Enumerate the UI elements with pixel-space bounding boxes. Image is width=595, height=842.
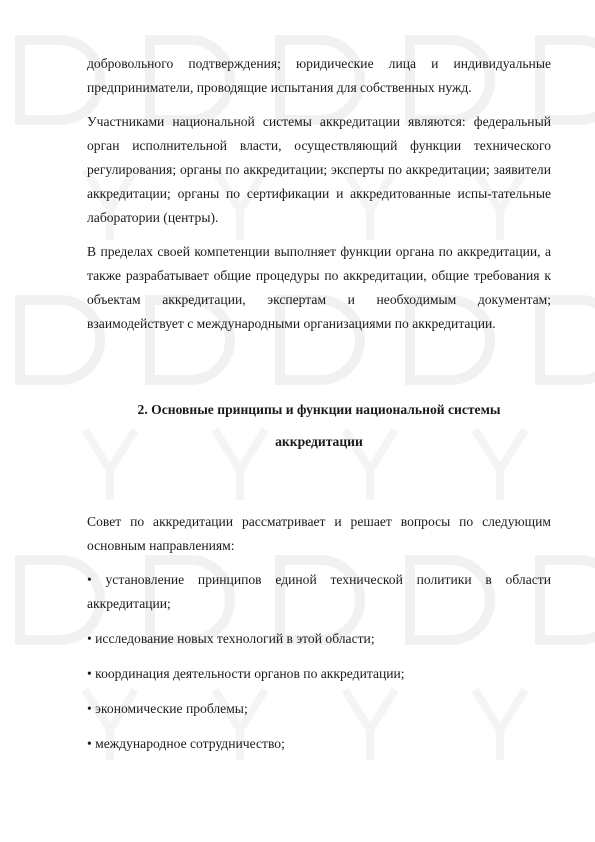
directions-list (87, 568, 551, 756)
paragraph-3: В пределах своей компетенции выполняет функции органа по аккредитации, а также разрабатывает общие процедуры по аккредитации, общие требования к объектам аккредитации, экспертам и необходимым документам; взаимодействует с международными организациями по аккредитации. (87, 244, 551, 331)
paragraph-1: добровольного подтверждения; юридические лица и индивидуальные предприниматели, проводящие испытания для собственных нужд. (87, 56, 551, 95)
list-item: • исследование новых технологий в этой области; (87, 631, 375, 646)
document-body (87, 52, 551, 767)
list-item: • экономические проблемы; (87, 701, 248, 716)
section-heading: 2. Основные принципы и функции национальной системы аккредитации (137, 402, 501, 449)
list-item: • установление принципов единой технической политики в области аккредитации; (87, 572, 551, 611)
list-item: • международное сотрудничество; (87, 736, 285, 751)
paragraph-2: Участниками национальной системы аккредитации являются: федеральный орган исполнительной власти, осуществляющий функции технического регулирования; органы по аккредитации; эксперты по аккредитации; заявители аккредитации; органы по сертификации и аккредитованные испы-тательные лаборатории (центры). (87, 114, 551, 225)
list-item: • координация деятельности органов по аккредитации; (87, 666, 405, 681)
intro-paragraph: Совет по аккредитации рассматривает и решает вопросы по следующим основным направлениям: (87, 514, 551, 553)
